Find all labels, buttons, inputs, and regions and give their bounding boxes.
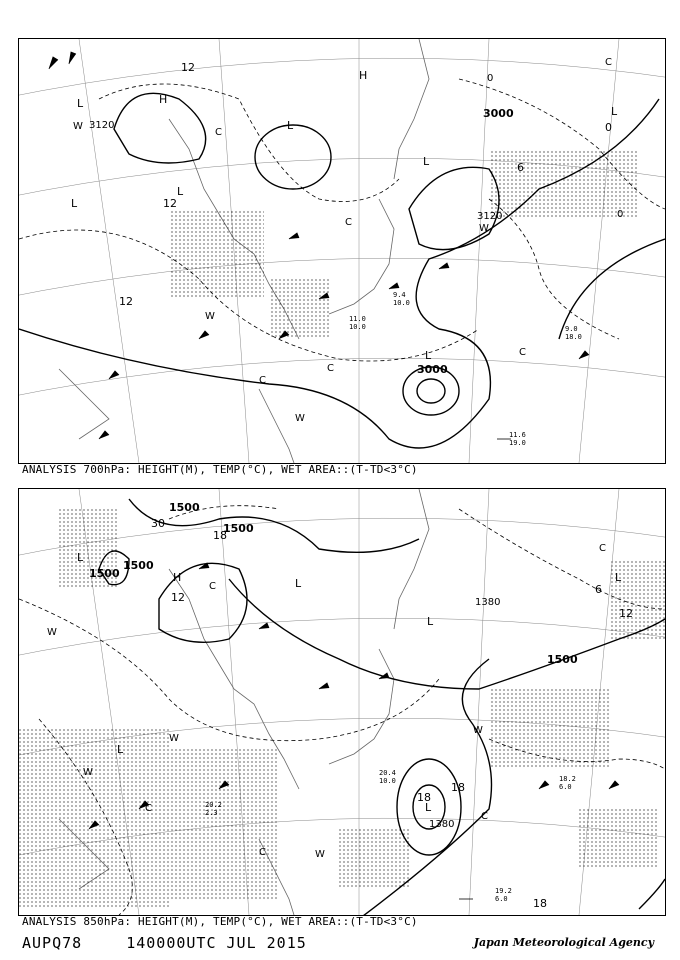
cold-symbol: C [519,347,526,358]
low-center: L [425,349,432,362]
station-dewpoint: 10.0 [379,777,396,785]
warm-symbol: W [47,627,57,638]
low-center: L [427,615,434,628]
low-center: L [117,743,124,756]
temp-label: 0 [487,73,494,84]
map-850hpa-svg [19,489,665,915]
temp-label: 6 [517,161,524,174]
temp-label: 12 [619,607,633,620]
temp-label: 18 [213,529,227,542]
cold-symbol: C [209,581,216,592]
station-dewpoint: 10.0 [393,299,410,307]
cold-symbol: C [327,363,334,374]
cold-symbol: C [215,127,222,138]
temp-label: 18 [451,781,465,794]
height-label: 1500 [169,501,200,514]
station-dewpoint: 19.0 [509,439,526,447]
map-700hpa-svg [19,39,665,463]
warm-symbol: W [205,311,215,322]
station-temp: 20.2 [205,801,222,809]
cold-symbol: C [145,803,152,814]
low-center: L [77,97,84,110]
height-label: 3000 [483,107,514,120]
caption-700hpa: ANALYSIS 700hPa: HEIGHT(M), TEMP(°C), WET AREA::(T-TD<3°C) [22,463,418,476]
height-label: 1500 [123,559,154,572]
low-center: L [295,577,302,590]
low-center: L [77,551,84,564]
station-dewpoint: 10.0 [349,323,366,331]
temp-label: 18 [417,791,431,804]
warm-symbol: W [295,413,305,424]
low-center: L [615,571,622,584]
temp-label: 0 [617,209,624,220]
height-contours [19,93,665,448]
low-center: L [423,155,430,168]
temp-label: 12 [119,295,133,308]
warm-symbol: W [473,725,483,736]
map-panel-700hpa [18,38,666,464]
agency-credit: Japan Meteorological Agency [473,936,654,949]
station-temp: 9.4 [393,291,406,299]
low-center: L [177,185,184,198]
high-center: H [359,69,368,82]
temp-label: 12 [163,197,177,210]
low-center: L [71,197,78,210]
caption-850hpa: ANALYSIS 850hPa: HEIGHT(M), TEMP(°C), WET AREA::(T-TD<3°C) [22,915,418,928]
temp-label: 30 [151,517,165,530]
cold-symbol: C [599,543,606,554]
warm-symbol: W [73,121,83,132]
bulletin-code: AUPQ78 [22,934,83,952]
cold-symbol: C [481,811,488,822]
station-temp: 11.6 [509,431,526,439]
height-label: 3000 [417,363,448,376]
station-temp: 9.0 [565,325,578,333]
wet-areas [169,149,639,339]
height-label: 1500 [547,653,578,666]
station-dewpoint: 18.0 [565,333,582,341]
temp-label: 0 [605,121,612,134]
cold-symbol: C [345,217,352,228]
chart-identifier [22,934,341,952]
warm-symbol: W [83,767,93,778]
high-center: H [173,571,182,584]
station-temp: 19.2 [495,887,512,895]
cold-symbol: C [605,57,612,68]
height-label: 3120 [89,120,115,131]
map-panel-850hpa [18,488,666,916]
station-temp: 20.4 [379,769,396,777]
temp-label: 12 [181,61,195,74]
low-center: L [425,801,432,814]
station-temp: 11.0 [349,315,366,323]
low-center: L [611,105,618,118]
cold-symbol: C [259,375,266,386]
station-temp: 18.2 [559,775,576,783]
graticule [19,39,665,463]
temp-label: 12 [171,591,185,604]
height-label: 1380 [429,819,455,830]
temp-label: 18 [533,897,547,910]
temp-label: 6 [595,583,602,596]
cold-symbol: C [259,847,266,858]
station-dewpoint: 6.0 [495,895,508,903]
height-label: 3120 [477,211,503,222]
warm-symbol: W [315,849,325,860]
isotherms [19,79,665,361]
valid-time: 140000UTC JUL 2015 [126,934,307,952]
station-dewpoint: 6.0 [559,783,572,791]
height-label: 1500 [223,522,254,535]
station-dewpoint: 2.3 [205,809,218,817]
warm-symbol: W [169,733,179,744]
height-label: 1500 [89,567,120,580]
high-center: H [159,93,168,106]
height-label: 1380 [475,597,501,608]
warm-symbol: W [479,223,489,234]
low-center: L [287,119,294,132]
